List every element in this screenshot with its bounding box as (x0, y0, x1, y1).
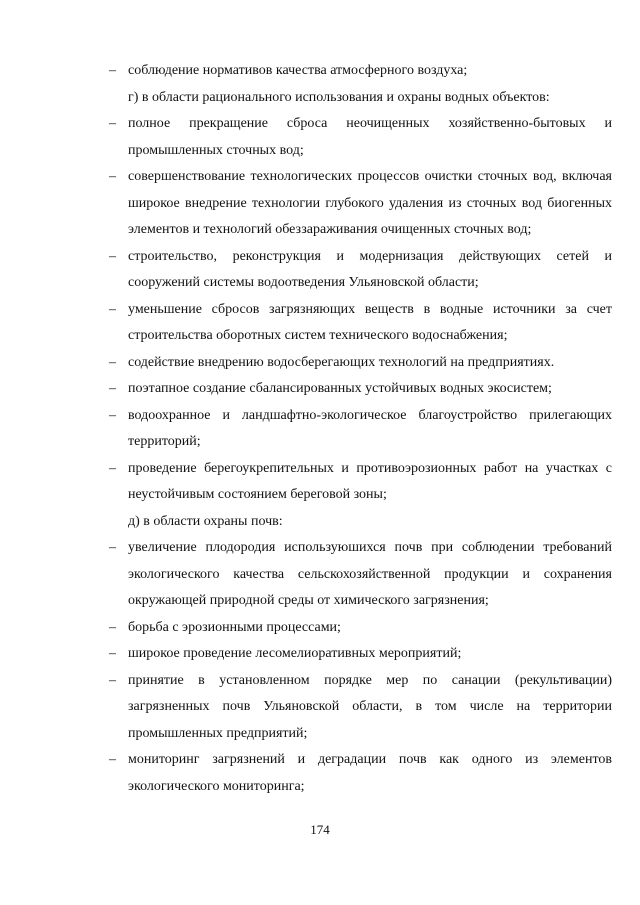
list-item (106, 641, 612, 668)
list-item (106, 403, 612, 456)
bullet-dash: – (109, 116, 116, 131)
bullet-dash: – (109, 672, 116, 688)
document-body (106, 58, 612, 800)
list-item-text: уменьшение сбросов загрязняющих веществ в водные источники за счет строительства оборотных систем технического водоснабжения; (128, 301, 612, 343)
list-item-text: поэтапное создание сбалансированных устойчивых водных экосистем; (128, 381, 552, 396)
list-item-text: мониторинг загрязнений и деградации почв как одного из элементов экологического мониторинга; (128, 752, 612, 794)
list-item (106, 58, 612, 85)
bullet-dash: – (109, 169, 116, 184)
bullet-dash: – (109, 248, 116, 264)
list-item (106, 615, 612, 642)
list-item-text: водоохранное и ландшафтно-экологическое благоустройство прилегающих территорий; (128, 407, 612, 449)
list-item-text: проведение берегоукрепительных и противоэрозионных работ на участках с неустойчивым состоянием береговой зоны; (128, 460, 612, 502)
bullet-dash: – (109, 407, 116, 423)
list-item-text: строительство, реконструкция и модернизация действующих сетей и сооружений системы водоотведения Ульяновской области; (128, 248, 612, 290)
bullet-dash: – (109, 752, 116, 767)
list-item-text: соблюдение нормативов качества атмосферного воздуха; (128, 63, 468, 78)
list-item-text: борьба с эрозионными процессами; (128, 619, 341, 635)
list-item (106, 164, 612, 244)
list-item-text: совершенствование технологических процессов очистки сточных вод, включая широкое внедрение технологии глубокого удаления из сточных вод биогенных элементов и технологий обеззараживания очищенных сточных вод; (128, 169, 612, 237)
list-item-text: увеличение плодородия используюшихся почв при соблюдении требований экологического качества сельскохозяйственной продукции и сохранения окружающей природной среды от химического загрязнения; (128, 540, 612, 608)
bullet-dash: – (109, 354, 116, 370)
list-item-text: широкое проведение лесомелиоративных мероприятий; (128, 646, 462, 661)
list-item-text: полное прекращение сброса неочищенных хозяйственно-бытовых и промышленных сточных вод; (128, 116, 612, 158)
list-item-text: содействие внедрению водосберегающих технологий на предприятиях. (128, 354, 555, 370)
section-heading-text: г) в области рационального использования и охраны водных объектов: (128, 89, 550, 105)
list-item (106, 350, 612, 377)
bullet-dash: – (109, 381, 116, 396)
bullet-dash: – (109, 646, 116, 661)
list-item (106, 456, 612, 509)
section-heading (106, 509, 612, 536)
list-item (106, 244, 612, 297)
list-item (106, 747, 612, 800)
bullet-dash: – (109, 301, 116, 317)
section-heading-text: д) в области охраны почв: (128, 513, 283, 529)
list-item (106, 376, 612, 403)
bullet-dash: – (109, 540, 116, 555)
list-item (106, 297, 612, 350)
page-number: 174 (310, 822, 330, 837)
bullet-dash: – (109, 460, 116, 476)
list-item (106, 535, 612, 615)
list-item-text: принятие в установленном порядке мер по санации (рекультивации) загрязненных почв Ульяновской области, в том числе на территории промышленных предприятий; (128, 672, 612, 741)
section-heading (106, 85, 612, 112)
list-item (106, 111, 612, 164)
list-item (106, 668, 612, 748)
bullet-dash: – (109, 619, 116, 635)
bullet-dash: – (109, 63, 116, 78)
